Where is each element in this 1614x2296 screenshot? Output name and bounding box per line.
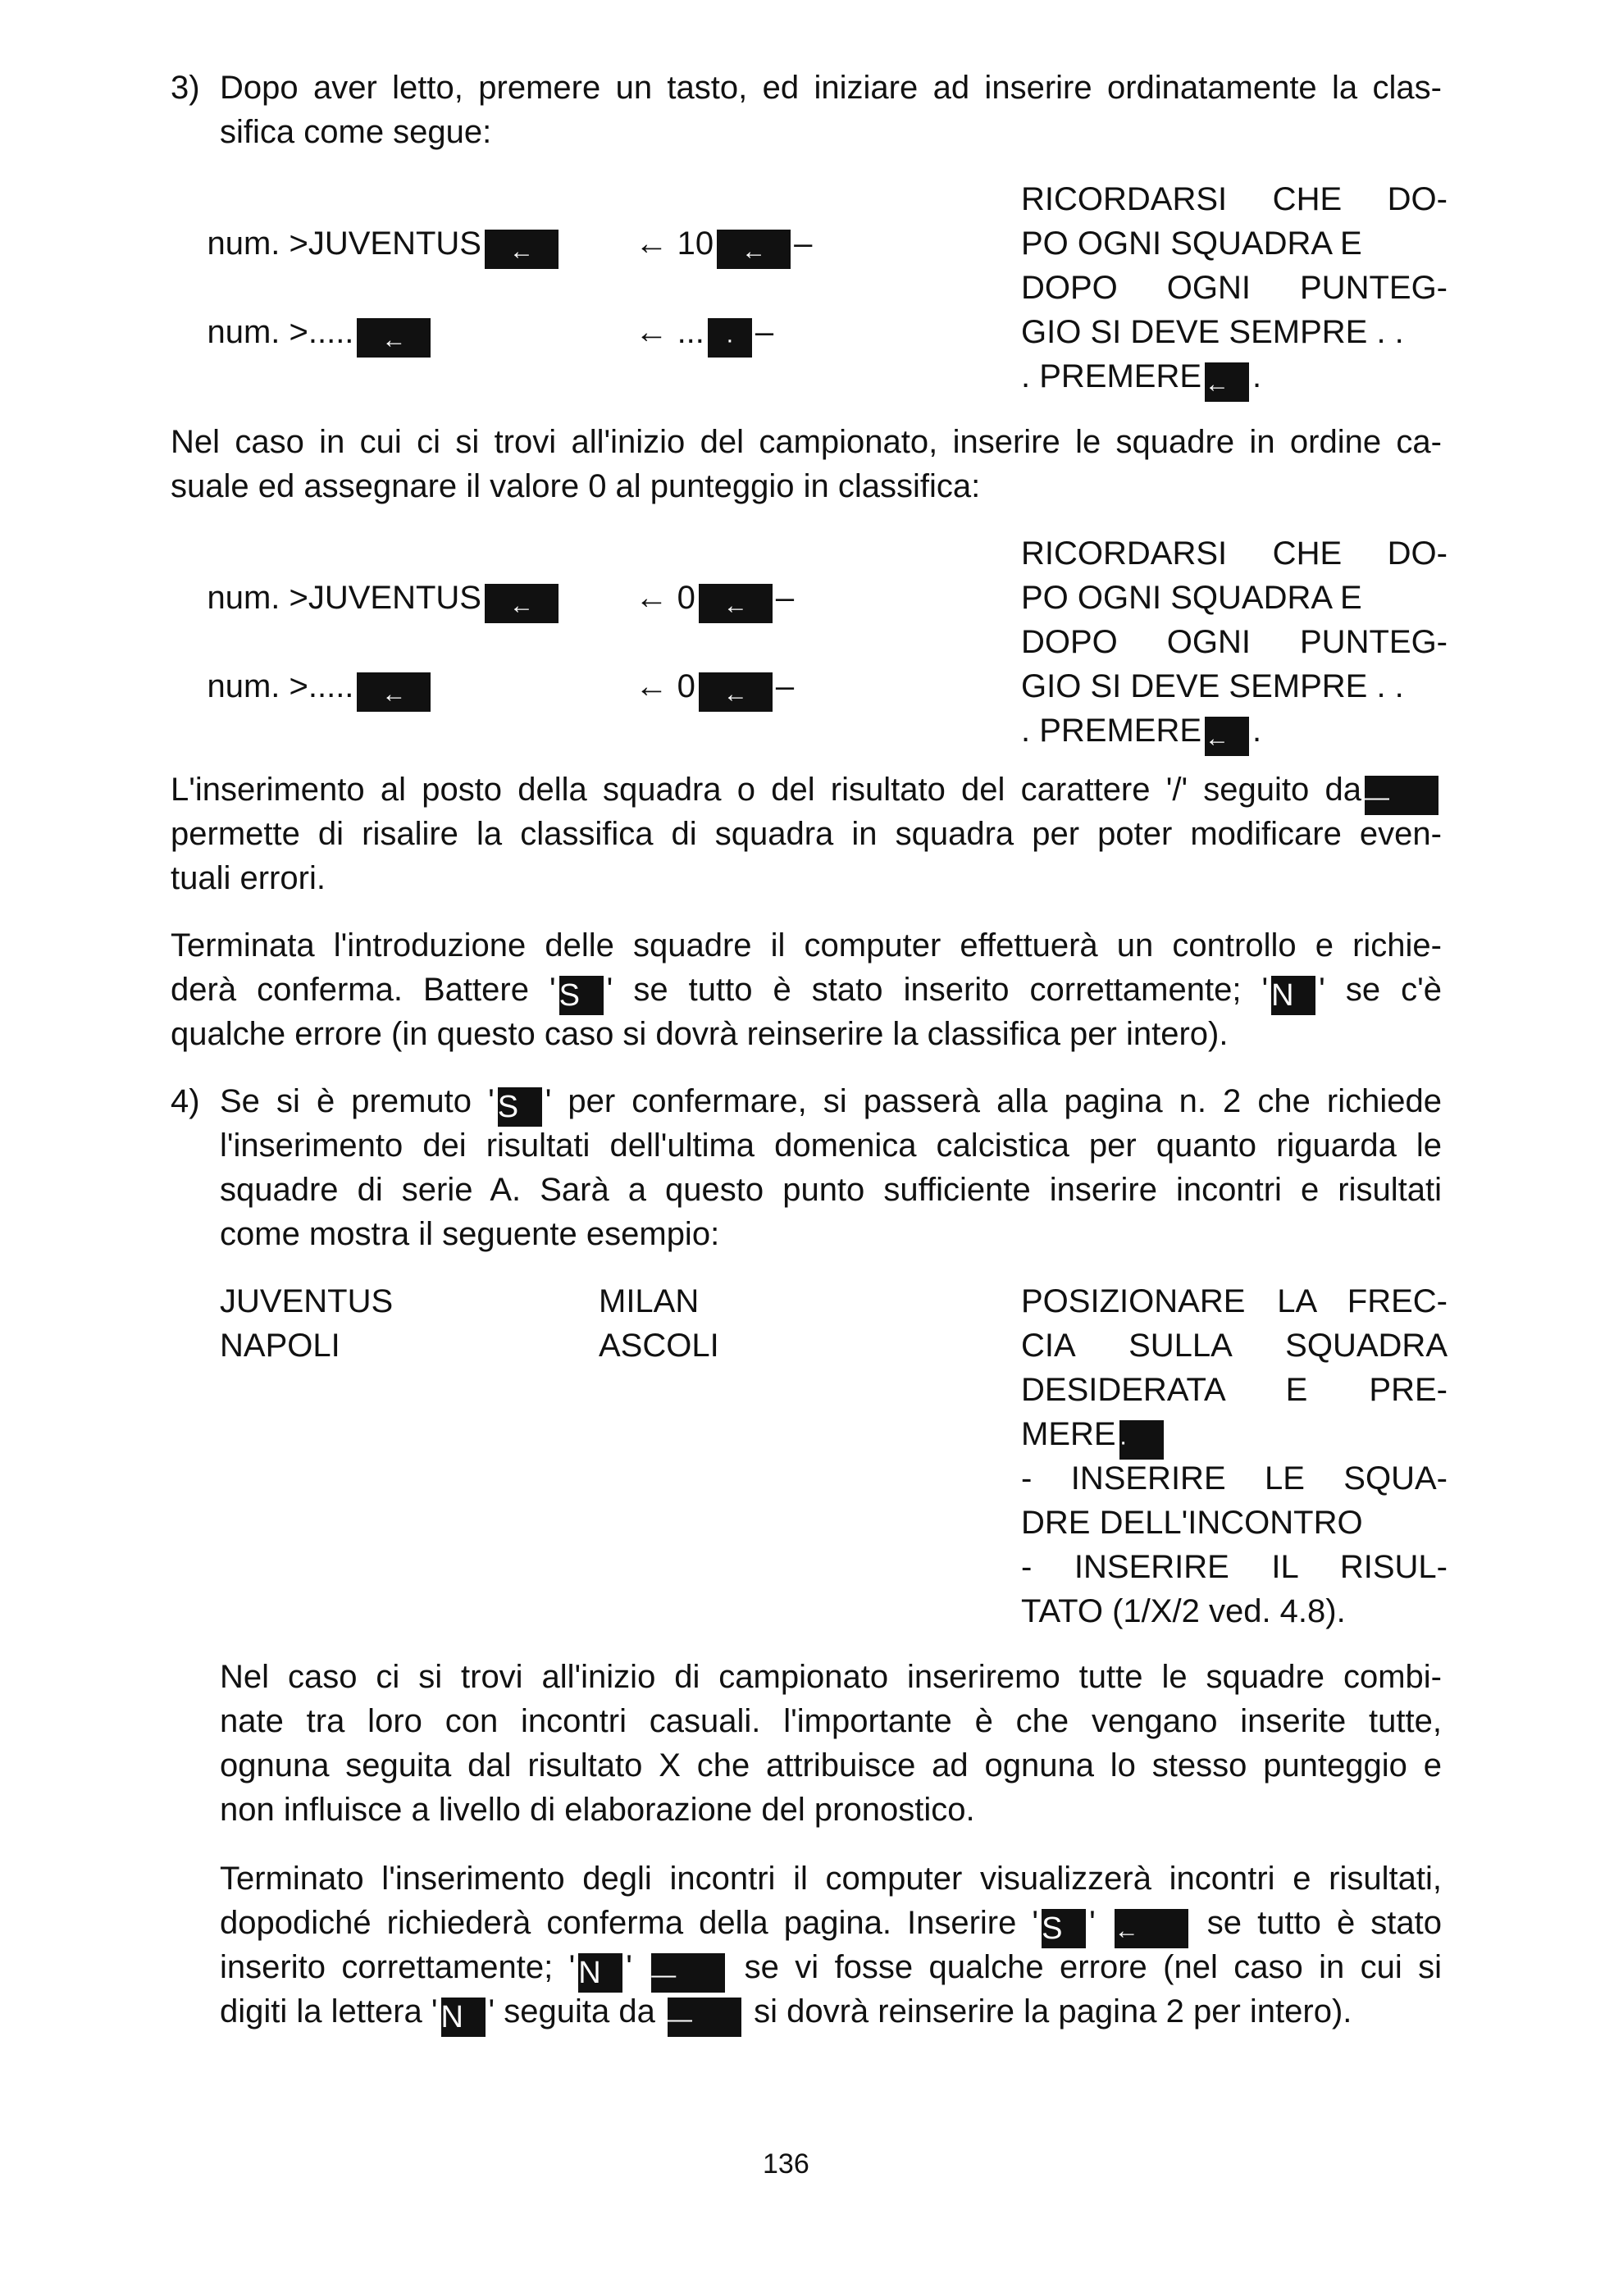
enter-key-icon: ←	[699, 584, 773, 623]
match-home-1: JUVENTUS	[220, 1283, 394, 1319]
step4-text: Se si è premuto ' S ' per confermare, si passerà alla pagina n. 2 che richiede l'inserimento dei risultati dell'ultima domenica calcistica per quanto riguarda le squadre di serie A. Sarà a questo punto sufficiente inserire incontri e risultati come mostra il seguente esempio:	[220, 1083, 1443, 1252]
enter-key-icon: ←	[357, 672, 431, 712]
match-note: POSIZIONARE LA FREC- CIA SULLA SQUADRA DESIDERATA E PRE- MERE · - INSERIRE LE SQUA- DRE DELL'INCONTRO - INSERIRE IL RISUL- TATO (1/X/2 ved. 4.8).	[1021, 1283, 1448, 1629]
page-number: 136	[763, 2148, 809, 2180]
enter-key-icon: —	[668, 1998, 741, 2037]
enter-key-icon: ←	[1205, 362, 1249, 402]
paragraph-season-start: Nel caso in cui ci si trovi all'inizio del campionato, inserire le squadre in ordine ca- suale ed assegnare il valore 0 al punteggio in classifica:	[171, 424, 1442, 504]
enter-key-icon: ←	[717, 230, 791, 269]
example2-row2-mid: ← 0 ← –	[599, 620, 794, 756]
example2-row1-left: num. >JUVENTUS ←	[171, 531, 562, 667]
example1-note: RICORDARSI CHE DO- PO OGNI SQUADRA E DOPO OGNI PUNTEG- GIO SI DEVE SEMPRE . . . PREMERE ← .	[1021, 177, 1448, 399]
enter-key-icon: ←	[1115, 1909, 1188, 1948]
key-icon: ·	[708, 318, 752, 358]
step3-text: Dopo aver letto, premere un tasto, ed iniziare ad inserire ordinatamente la clas- sifica come segue:	[220, 70, 1442, 150]
s-key-icon: S	[559, 976, 604, 1015]
s-key-icon: S	[498, 1087, 542, 1127]
example2-row1-mid: ← 0 ← –	[599, 531, 794, 667]
n-key-icon: N	[1271, 976, 1315, 1015]
enter-key-icon: —	[651, 1953, 725, 1993]
enter-key-icon: ←	[485, 230, 559, 269]
example2-note: RICORDARSI CHE DO- PO OGNI SQUADRA E DOPO OGNI PUNTEG- GIO SI DEVE SEMPRE . . . PREMERE ← .	[1021, 531, 1448, 753]
match-home-2: NAPOLI	[220, 1328, 340, 1364]
match-away-1: MILAN	[599, 1283, 700, 1319]
example2-row2-left: num. >..... ←	[171, 620, 434, 756]
example1-row1-mid: ← 10 ← –	[599, 177, 812, 313]
n-key-icon: N	[441, 1998, 486, 2037]
n-key-icon: N	[578, 1953, 622, 1993]
enter-key-icon: ←	[699, 672, 773, 712]
paragraph-slash: L'inserimento al posto della squadra o del risultato del carattere '/' seguito da — permette di risalire la classifica di squadra in squadra per poter modificare even- tuali errori.	[171, 772, 1442, 896]
paragraph-final: Terminato l'inserimento degli incontri il computer visualizzerà incontri e risultati, dopodiché richiederà conferma della pagina. Inserire ' S ' ← se tutto è stato inserito correttamente; ' N ' — se vi fosse qualche errore (nel caso in cui si digiti la lettera ' N ' seguita da — si dovrà reinserire la pagina 2 per intero).	[220, 1856, 1442, 2034]
example1-row2-left: num. >..... ←	[171, 266, 434, 402]
enter-key-icon: ←	[485, 584, 559, 623]
paragraph-confirm: Terminata l'introduzione delle squadre il computer effettuerà un controllo e richie- derà conferma. Battere ' S ' se tutto è stato inserito correttamente; ' N ' se c'è qualche errore (in questo caso si dovrà reinserire la classifica per intero).	[171, 927, 1442, 1052]
example1-row1-left: num. >JUVENTUS ←	[171, 177, 562, 313]
s-key-icon: S	[1042, 1909, 1086, 1948]
step4-number: 4)	[171, 1083, 200, 1119]
match-away-2: ASCOLI	[599, 1328, 719, 1364]
example1-row2-mid: ← ... · –	[599, 266, 773, 402]
enter-key-icon: —	[1365, 776, 1438, 815]
enter-key-icon: ←	[357, 318, 431, 358]
dot-key-icon: ·	[1119, 1420, 1164, 1460]
enter-key-icon: ←	[1205, 717, 1249, 756]
paragraph-random-matches: Nel caso ci si trovi all'inizio di campionato inseriremo tutte le squadre combi- nate tra loro con incontri casuali. l'importante è che vengano inserite tutte, ognuna seguita dal risultato X che attribuisce ad ognuna lo stesso punteggio e non influisce a livello di elaborazione del pronostico.	[220, 1659, 1442, 1828]
step3-number: 3)	[171, 70, 200, 106]
